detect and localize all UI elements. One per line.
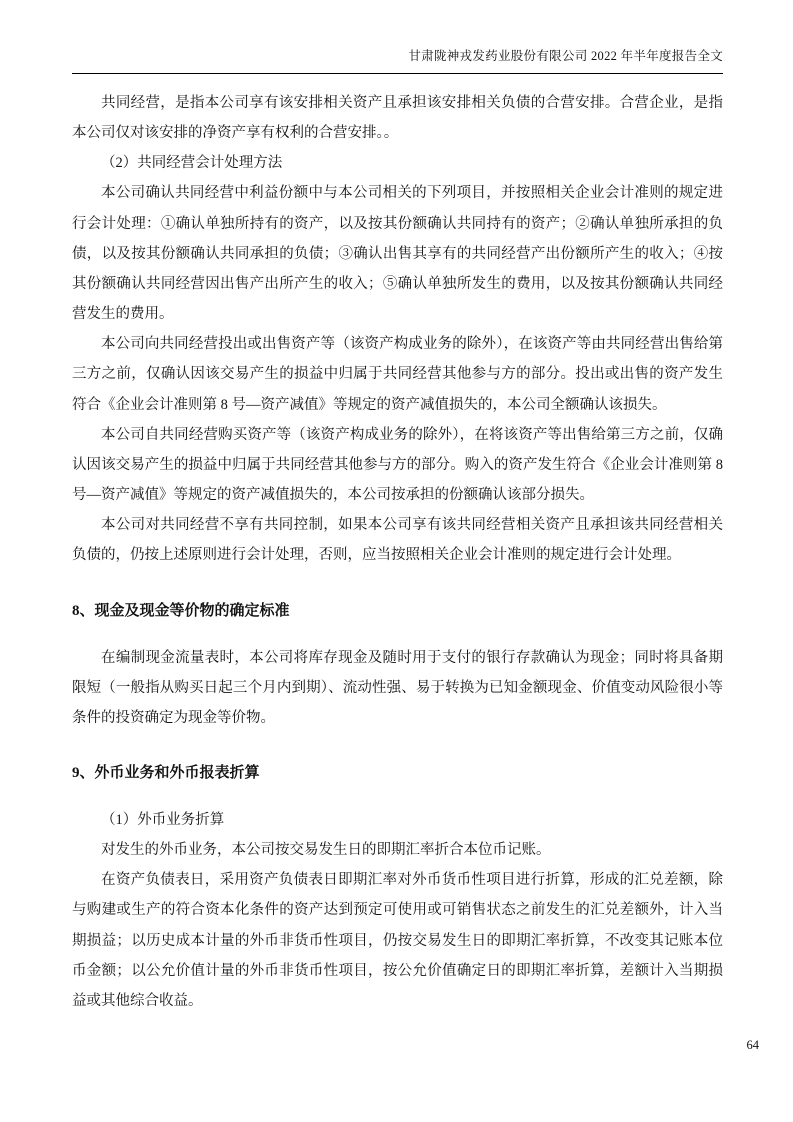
- document-body: [72, 88, 723, 1016]
- paragraph-accounting-treatment: 本公司确认共同经营中利益份额中与本公司相关的下列项目，并按照相关企业会计准则的规定进行会计处理：①确认单独所持有的资产，以及按其份额确认共同持有的资产；②确认单独所承担的负债，以及按其份额确认共同承担的负债；③确认出售其享有的共同经营产出份额所产生的收入；④按其份额确认共同经营因出售产出所产生的收入；⑤确认单独所发生的费用，以及按其份额确认共同经营发生的费用。: [72, 185, 723, 323]
- paragraph-balance-sheet-date-translation: 在资产负债表日，采用资产负债表日即期汇率对外币货币性项目进行折算，形成的汇兑差额，除与购建或生产的符合资本化条件的资产达到预定可使用或可销售状态之前发生的汇兑差额外，计入当期损益；以历史成本计量的外币非货币性项目，仍按交易发生日的即期汇率折算，不改变其记账本位币金额；以公允价值计量的外币非货币性项目，按公允价值确定日的即期汇率折算，差额计入当期损益或其他综合收益。: [72, 872, 723, 1009]
- report-header-title: 甘肃陇神戎发药业股份有限公司 2022 年半年度报告全文: [408, 49, 723, 63]
- page-number: 64: [746, 1038, 759, 1052]
- paragraph-no-joint-control: 本公司对共同经营不享有共同控制，如果本公司享有该共同经营相关资产且承担该共同经营相关负债的，仍按上述原则进行会计处理，否则，应当按照相关企业会计准则的规定进行会计处理。: [72, 517, 723, 564]
- paragraph-asset-contribution: 本公司向共同经营投出或出售资产等（该资产构成业务的除外），在该资产等由共同经营出售给第三方之前，仅确认因该交易产生的损益中归属于共同经营其他参与方的部分。投出或出售的资产发生符合《企业会计准则第 8 号—资产减值》等规定的资产减值损失的，本公司全额确认该损失。: [72, 336, 723, 413]
- paragraph-foreign-currency-recording: 对发生的外币业务，本公司按交易发生日的即期汇率折合本位币记账。: [101, 842, 551, 859]
- paragraph-cash-equivalents-criteria: 在编制现金流量表时，本公司将库存现金及随时用于支付的银行存款确认为现金；同时将具备期限短（一般指从购买日起三个月内到期）、流动性强、易于转换为已知金额现金、价值变动风险很小等条件的投资确定为现金等价物。: [72, 649, 723, 726]
- paragraph-asset-purchase: 本公司自共同经营购买资产等（该资产构成业务的除外），在将该资产等出售给第三方之前，仅确认因该交易产生的损益中归属于共同经营其他参与方的部分。购入的资产发生符合《企业会计准则第 8 号—资产减值》等规定的资产减值损失的，本公司按承担的份额确认该部分损失。: [72, 426, 723, 504]
- paragraph-subitem-1-title: （1）外币业务折算: [101, 811, 225, 828]
- section-heading-9-foreign-currency: 9、外币业务和外币报表折算: [72, 764, 260, 781]
- paragraph-subitem-2-title: （2）共同经营会计处理方法: [101, 155, 283, 172]
- section-heading-8-cash-equivalents: 8、现金及现金等价物的确定标准: [72, 602, 290, 619]
- paragraph-joint-operation-definition: 共同经营，是指本公司享有该安排相关资产且承担该安排相关负债的合营安排。合营企业，是指本公司仅对该安排的净资产享有权利的合营安排。。: [72, 95, 723, 142]
- page-header: [72, 46, 723, 74]
